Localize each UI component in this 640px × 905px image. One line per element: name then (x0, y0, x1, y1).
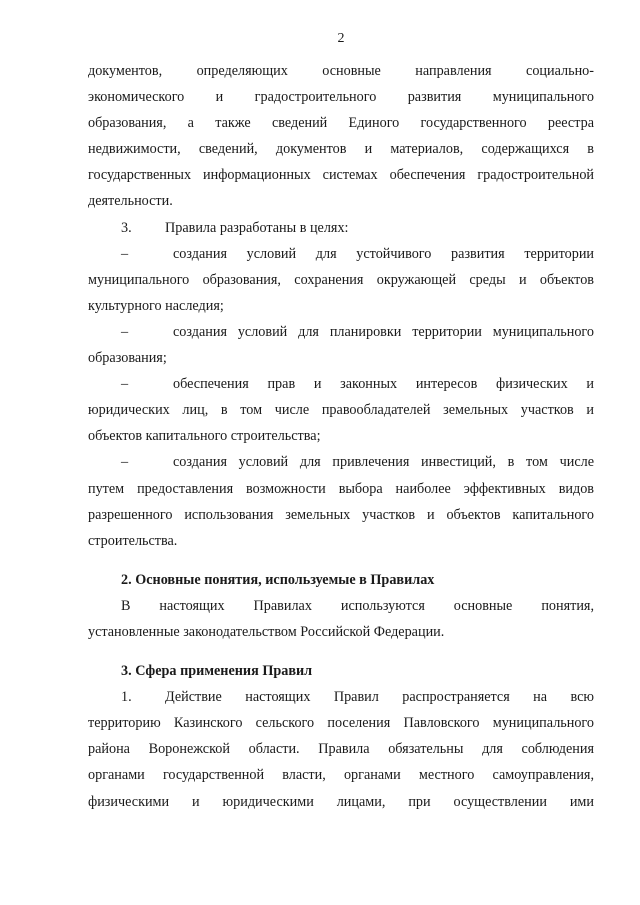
bullet-first-line: создания условий для планировки территории муниципального (173, 323, 594, 340)
text-line: экономического и градостроительного развития муниципального (88, 89, 594, 106)
text-line: документов, определяющих основные направления социально- (88, 63, 594, 79)
text-line: разрешенного использования земельных участков и объектов капитального (88, 506, 594, 523)
text-line: образования, а также сведений Единого государственного реестра (88, 115, 594, 132)
dash-marker: – (121, 323, 129, 340)
bullet-first-line: обеспечения прав и законных интересов физических и (173, 376, 594, 393)
text-line: муниципального образования, сохранения окружающей среды и объектов (88, 271, 594, 288)
item-text: Правила разработаны в целях: (165, 219, 349, 236)
text-line: путем предоставления возможности выбора наиболее эффективных видов (88, 480, 594, 497)
text-line: территорию Казинского сельского поселения Павловского муниципального (88, 715, 594, 732)
bullet-item (88, 241, 594, 319)
text-line: недвижимости, сведений, документов и материалов, содержащихся в (88, 141, 594, 158)
section-heading: 2. Основные понятия, используемые в Правилах (121, 571, 435, 588)
section-3 (88, 658, 594, 815)
text-line: юридических лиц, в том числе правообладателей земельных участков и (88, 402, 594, 419)
section-heading: 3. Сфера применения Правил (121, 663, 313, 680)
text-line: физическими и юридическими лицами, при осуществлении ими (88, 793, 594, 810)
text-line: образования; (88, 350, 167, 367)
document-page (88, 30, 594, 815)
text-line: района Воронежской области. Правила обязательны для соблюдения (88, 741, 594, 758)
bullet-item (88, 319, 594, 371)
bullet-item (88, 371, 594, 449)
page-number: 2 (337, 31, 345, 46)
spacer (88, 645, 594, 658)
dash-marker: – (121, 376, 129, 393)
bullet-item (88, 449, 594, 553)
text-line: культурного наследия; (88, 297, 224, 314)
dash-marker: – (121, 454, 129, 471)
paragraph-continuation (88, 58, 594, 215)
text-line: объектов капитального строительства; (88, 428, 321, 445)
text-line: деятельности. (88, 193, 173, 210)
text-line: установленные законодательством Российской Федерации. (88, 623, 445, 640)
item-number: 1. (121, 689, 132, 706)
bullet-first-line: создания условий для привлечения инвестиций, в том числе (173, 454, 594, 471)
text-line: государственных информационных системах обеспечения градостроительной (88, 167, 594, 184)
numbered-item-3 (88, 215, 594, 241)
text-line: органами государственной власти, органами местного самоуправления, (88, 767, 594, 784)
dash-marker: – (121, 245, 129, 262)
section-2 (88, 567, 594, 645)
item-number: 3. (121, 219, 132, 236)
text-line: строительства. (88, 532, 178, 549)
spacer (88, 554, 594, 567)
bullet-first-line: создания условий для устойчивого развития территории (173, 245, 594, 262)
text-line: В настоящих Правилах используются основные понятия, (121, 597, 594, 614)
item-text: Действие настоящих Правил распространяется на всю (165, 689, 594, 706)
